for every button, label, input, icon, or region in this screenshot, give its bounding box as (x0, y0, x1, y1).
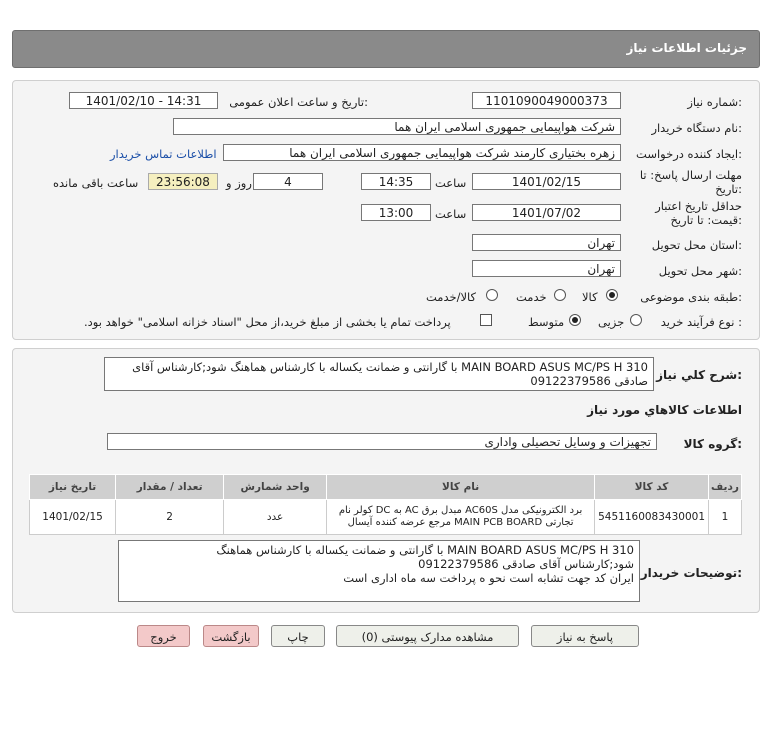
process-medium-label: متوسط (528, 315, 565, 329)
buyer-label: نام دستگاه خریدار: (651, 121, 742, 135)
deadline-time-label: ساعت (435, 176, 467, 190)
col-row: ردیف (709, 475, 742, 500)
attachments-button[interactable]: مشاهده مدارک پیوستی (0) (336, 625, 519, 647)
goods-group-field[interactable]: تجهیزات و وسایل تحصیلی واداری (107, 433, 657, 450)
summary-textarea[interactable]: MAIN BOARD ASUS MC/PS H 310 با گارانتی و ضمانت یکساله با کارشناس هماهنگ شود;کارشناس آقای صادقی 09122379586 (104, 357, 654, 391)
cell-unit: عدد (224, 500, 327, 535)
col-code: کد کالا (595, 475, 709, 500)
announce-label: تاریخ و ساعت اعلان عمومی: (229, 95, 368, 109)
deadline-label-2: تاریخ: (715, 182, 742, 196)
buyer-notes-line: شود;کارشناس آقای صادقی 09122379586 (418, 557, 634, 571)
buyer-field[interactable]: شرکت هواپیمایی جمهوری اسلامی ایران هما (173, 118, 621, 135)
cell-code: 5451160083430001 (595, 500, 709, 535)
validity-label-2: قیمت: تا تاریخ: (670, 213, 742, 227)
print-button[interactable]: چاپ (271, 625, 325, 647)
validity-date-field[interactable]: 1401/07/02 (472, 204, 621, 221)
category-goods-label: کالا (582, 290, 598, 304)
cell-row: 1 (709, 500, 742, 535)
exit-button[interactable]: خروج (137, 625, 190, 647)
category-goods-service-label: کالا/خدمت (426, 290, 477, 304)
category-goods-radio[interactable] (606, 289, 618, 301)
need-number-label: شماره نیاز: (687, 95, 742, 109)
cell-qty: 2 (116, 500, 224, 535)
process-label: نوع فرآیند خرید : (660, 315, 742, 329)
process-medium-radio[interactable] (569, 314, 581, 326)
col-unit: واحد شمارش (224, 475, 327, 500)
summary-label: شرح کلي نياز: (656, 368, 742, 382)
reply-button[interactable]: پاسخ به نیاز (531, 625, 639, 647)
creator-field[interactable]: زهره بختیاری کارمند شرکت هواپیمایی جمهوری اسلامی ایران هما (223, 144, 621, 161)
validity-time-field[interactable]: 13:00 (361, 204, 431, 221)
col-qty: تعداد / مقدار (116, 475, 224, 500)
deadline-date-field[interactable]: 1401/02/15 (472, 173, 621, 190)
category-service-label: خدمت (516, 290, 547, 304)
process-minor-radio[interactable] (630, 314, 642, 326)
validity-label-1: حداقل تاریخ اعتبار (655, 199, 742, 213)
goods-group-label: گروه کالا: (683, 437, 742, 451)
category-service-radio[interactable] (554, 289, 566, 301)
validity-time-label: ساعت (435, 207, 467, 221)
buyer-notes-textarea[interactable] (118, 540, 640, 602)
treasury-payment-checkbox[interactable] (480, 314, 492, 326)
table-row[interactable] (30, 500, 742, 535)
payment-note: پرداخت تمام یا بخشی از مبلغ خرید،از محل "اسناد خزانه اسلامی" خواهد بود. (84, 315, 451, 329)
goods-table-header (30, 475, 742, 500)
province-field[interactable]: تهران (472, 234, 621, 251)
category-label: طبقه بندی موضوعی: (640, 290, 742, 304)
goods-table (29, 474, 742, 535)
province-label: استان محل تحویل: (651, 238, 742, 252)
back-button[interactable]: بازگشت (203, 625, 259, 647)
city-label: شهر محل تحویل: (658, 264, 742, 278)
days-field[interactable]: 4 (253, 173, 323, 190)
creator-label: ایجاد کننده درخواست: (636, 147, 742, 161)
page-title: جزئیات اطلاعات نیاز (626, 41, 747, 55)
buyer-contact-link[interactable]: اطلاعات تماس خریدار (110, 147, 217, 161)
goods-info-title: اطلاعات کالاهاي مورد نياز (587, 403, 742, 417)
buyer-notes-line: MAIN BOARD ASUS MC/PS H 310 با گارانتی و ضمانت یکساله با کارشناس هماهنگ (216, 543, 634, 557)
buyer-notes-line: ایران کد جهت تشابه است نحو ه پرداخت سه ماه اداری است (343, 571, 634, 585)
remaining-label: ساعت باقی مانده (53, 176, 139, 190)
need-number-field[interactable]: 1101090049000373 (472, 92, 621, 109)
col-name: نام کالا (327, 475, 595, 500)
cell-date: 1401/02/15 (30, 500, 116, 535)
deadline-time-field[interactable]: 14:35 (361, 173, 431, 190)
announce-field[interactable]: 1401/02/10 - 14:31 (69, 92, 218, 109)
city-field[interactable]: تهران (472, 260, 621, 277)
remaining-time-field: 23:56:08 (148, 173, 218, 190)
buyer-notes-label: توضیحات خریدار: (640, 566, 742, 580)
page-header (12, 30, 760, 68)
days-label: روز و (226, 176, 252, 190)
process-minor-label: جزیی (598, 315, 625, 329)
col-date: تاریخ نیاز (30, 475, 116, 500)
category-goods-service-radio[interactable] (486, 289, 498, 301)
cell-name: برد الکترونیکی مدل AC60S مبدل برق AC به DC کولر نام تجارتی MAIN PCB BOARD مرجع عرضه کننده آیسال (327, 500, 595, 535)
deadline-label-1: مهلت ارسال پاسخ: تا (639, 168, 742, 182)
